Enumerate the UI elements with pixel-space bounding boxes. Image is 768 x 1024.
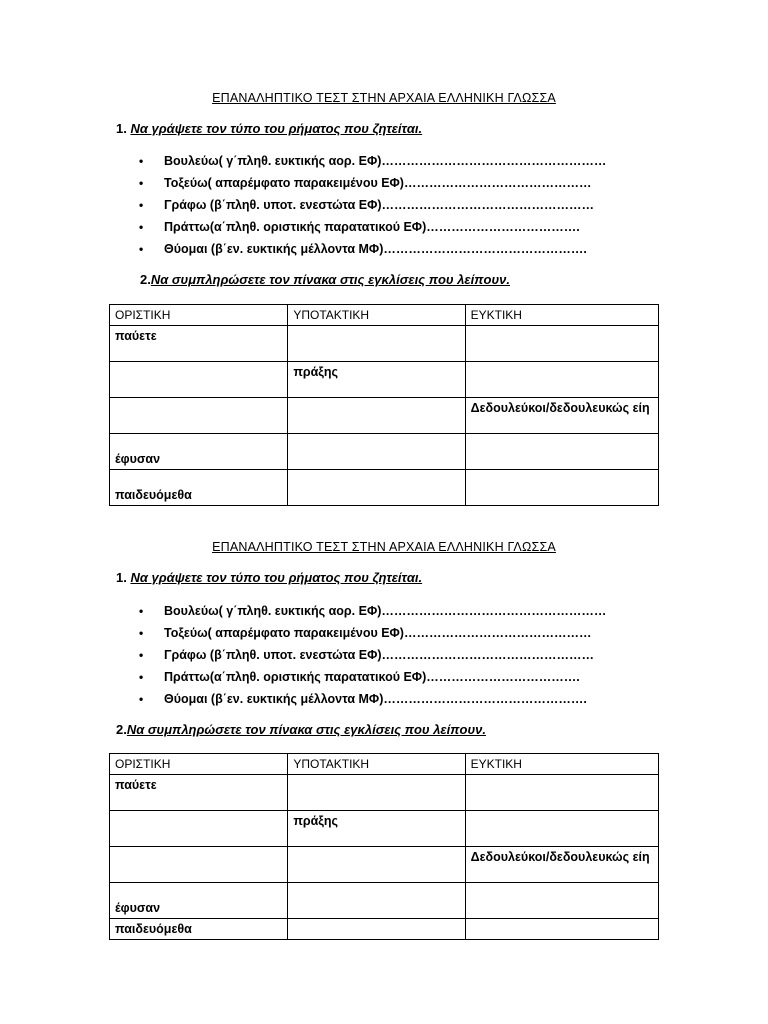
question-1-text: Να γράψετε τον τύπο του ρήματος που ζητείται. (130, 570, 423, 585)
table-cell[interactable] (465, 434, 658, 470)
verb-item-text: Πράττω(α΄πληθ. οριστικής παρατατικού ΕΦ)………………………………. (164, 670, 580, 684)
question-1-number: 1. (116, 121, 131, 136)
table-header-row (110, 305, 659, 326)
verb-item-text: Θύομαι (β΄εν. ευκτικής μέλλοντα ΜΦ)…………………………………………. (164, 242, 587, 256)
table-row (110, 811, 659, 847)
table-row (110, 775, 659, 811)
table-row (110, 398, 659, 434)
table-cell[interactable] (288, 398, 465, 434)
table-cell[interactable] (110, 362, 288, 398)
table-header-row (110, 754, 659, 775)
question-1-heading (116, 121, 422, 136)
verb-item-text: Γράφω (β΄πληθ. υποτ. ενεστώτα ΕΦ)…………………………………………… (164, 648, 595, 662)
bullet-icon: • (139, 176, 144, 190)
table-cell[interactable] (465, 775, 658, 811)
table-cell[interactable] (110, 398, 288, 434)
bullet-icon: • (139, 604, 144, 618)
table-row (110, 362, 659, 398)
table-cell[interactable] (288, 470, 465, 506)
question-2-text: Να συμπληρώσετε τον πίνακα στις εγκλίσεις που λείπουν. (150, 272, 510, 287)
table-cell: παιδευόμεθα (110, 470, 288, 506)
table-cell: πράξης (288, 362, 465, 398)
question-2-number: 2. (116, 722, 127, 737)
header-ypotaktiki: ΥΠΟΤΑΚΤΙΚΗ (288, 305, 465, 326)
table-cell: έφυσαν (110, 883, 288, 919)
table-row (110, 919, 659, 940)
table-cell[interactable] (465, 362, 658, 398)
table-cell[interactable] (288, 775, 465, 811)
bullet-icon: • (139, 692, 144, 706)
bullet-icon: • (139, 626, 144, 640)
table-cell: παιδευόμεθα (110, 919, 288, 940)
bullet-icon: • (139, 154, 144, 168)
table-cell[interactable] (465, 326, 658, 362)
table-row (110, 470, 659, 506)
table-cell[interactable] (110, 847, 288, 883)
moods-table (109, 753, 659, 940)
table-row (110, 326, 659, 362)
table-cell[interactable] (465, 811, 658, 847)
verb-item-text: Πράττω(α΄πληθ. οριστικής παρατατικού ΕΦ)………………………………. (164, 220, 580, 234)
bullet-icon: • (139, 220, 144, 234)
header-ypotaktiki: ΥΠΟΤΑΚΤΙΚΗ (288, 754, 465, 775)
verb-item-text: Βουλεύω( γ΄πληθ. ευκτικής αορ. ΕΦ)……………………………………………… (164, 154, 607, 168)
table-cell[interactable] (465, 883, 658, 919)
table-cell[interactable] (465, 470, 658, 506)
question-2-heading (116, 722, 486, 737)
table-cell: παύετε (110, 326, 288, 362)
bullet-icon: • (139, 648, 144, 662)
question-2-number: 2. (140, 272, 151, 287)
table-cell[interactable] (288, 847, 465, 883)
table-cell[interactable] (110, 811, 288, 847)
worksheet-title: ΕΠΑΝΑΛΗΠΤΙΚΟ ΤΕΣΤ ΣΤΗΝ ΑΡΧΑΙΑ ΕΛΛΗΝΙΚΗ ΓΛΩΣΣΑ (212, 91, 556, 105)
table-cell[interactable] (465, 919, 658, 940)
worksheet-title: ΕΠΑΝΑΛΗΠΤΙΚΟ ΤΕΣΤ ΣΤΗΝ ΑΡΧΑΙΑ ΕΛΛΗΝΙΚΗ ΓΛΩΣΣΑ (212, 540, 556, 554)
bullet-icon: • (139, 242, 144, 256)
verb-item-text: Τοξεύω( απαρέμφατο παρακειμένου ΕΦ)……………………………………… (164, 176, 592, 190)
header-oristiki: ΟΡΙΣΤΙΚΗ (110, 305, 288, 326)
bullet-icon: • (139, 198, 144, 212)
table-row (110, 434, 659, 470)
table-cell[interactable] (288, 434, 465, 470)
table-cell[interactable] (288, 919, 465, 940)
table-row (110, 883, 659, 919)
table-cell: Δεδουλεύκοι/δεδουλευκώς είη (465, 398, 658, 434)
moods-table (109, 304, 659, 506)
verb-item-text: Θύομαι (β΄εν. ευκτικής μέλλοντα ΜΦ)…………………………………………. (164, 692, 587, 706)
verb-item-text: Τοξεύω( απαρέμφατο παρακειμένου ΕΦ)……………………………………… (164, 626, 592, 640)
question-2-text: Να συμπληρώσετε τον πίνακα στις εγκλίσεις που λείπουν. (126, 722, 486, 737)
table-row (110, 847, 659, 883)
question-2-heading (140, 272, 510, 287)
verb-item-text: Γράφω (β΄πληθ. υποτ. ενεστώτα ΕΦ)…………………………………………… (164, 198, 595, 212)
table-cell: παύετε (110, 775, 288, 811)
question-1-number: 1. (116, 570, 131, 585)
verb-item-text: Βουλεύω( γ΄πληθ. ευκτικής αορ. ΕΦ)……………………………………………… (164, 604, 607, 618)
question-1-heading (116, 570, 422, 585)
table-cell[interactable] (288, 883, 465, 919)
header-oristiki: ΟΡΙΣΤΙΚΗ (110, 754, 288, 775)
table-cell: έφυσαν (110, 434, 288, 470)
table-cell: Δεδουλεύκοι/δεδουλευκώς είη (465, 847, 658, 883)
header-eyktiki: ΕΥΚΤΙΚΗ (465, 305, 658, 326)
table-cell: πράξης (288, 811, 465, 847)
bullet-icon: • (139, 670, 144, 684)
table-cell[interactable] (288, 326, 465, 362)
question-1-text: Να γράψετε τον τύπο του ρήματος που ζητείται. (130, 121, 423, 136)
header-eyktiki: ΕΥΚΤΙΚΗ (465, 754, 658, 775)
